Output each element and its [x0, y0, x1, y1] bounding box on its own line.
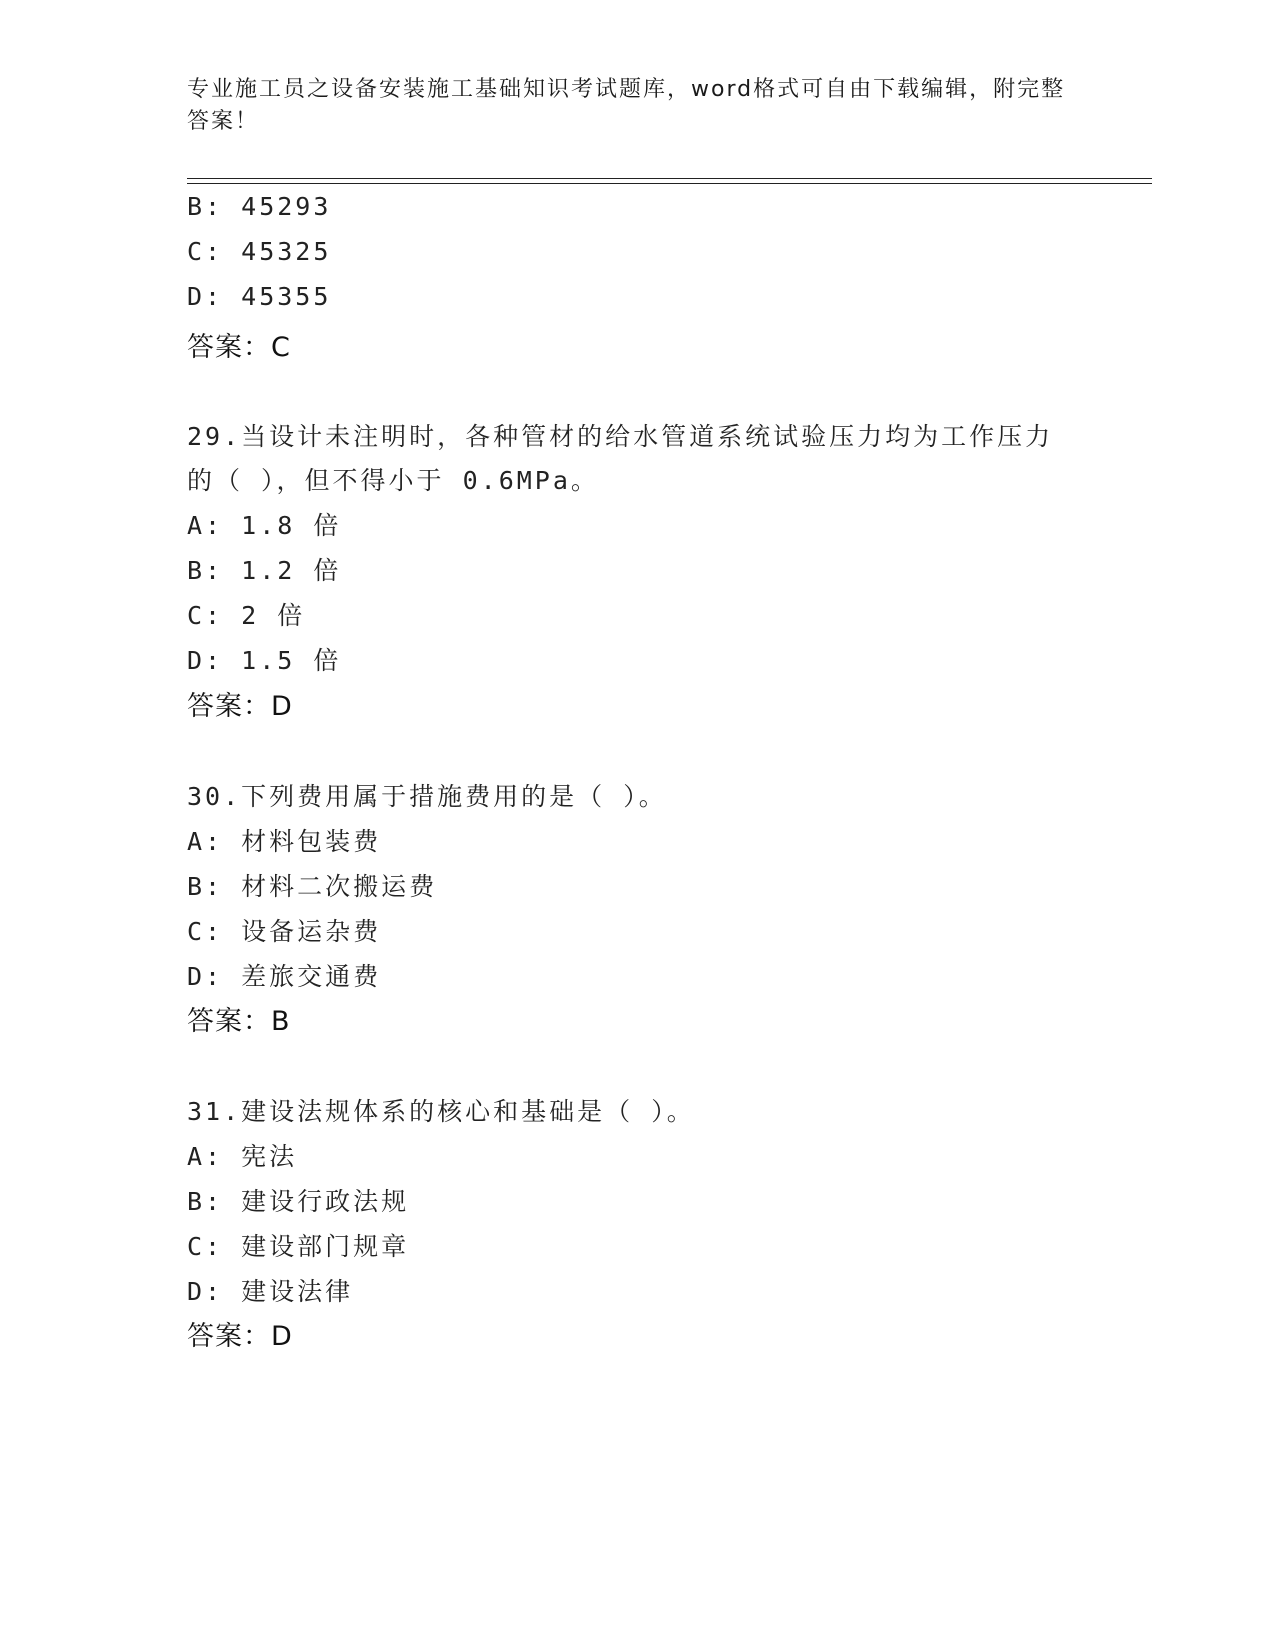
question-stem: 29.当设计未注明时，各种管材的给水管道系统试验压力均为工作压力 — [187, 422, 1054, 451]
header-divider-bottom — [187, 183, 1152, 184]
question-stem: 30.下列费用属于措施费用的是（ ）。 — [187, 782, 667, 811]
option-c: C: 建设部门规章 — [187, 1232, 410, 1261]
option-a: A: 材料包装费 — [187, 827, 382, 856]
option-a: A: 1.8 倍 — [187, 511, 342, 540]
question-stem-continued: 的（ ），但不得小于 0.6MPa。 — [187, 466, 599, 495]
answer-line: 答案：C — [187, 332, 291, 363]
option-d: D: 建设法律 — [187, 1277, 354, 1306]
option-b: B: 材料二次搬运费 — [187, 872, 438, 901]
option-d: D: 差旅交通费 — [187, 962, 382, 991]
option-c: C: 45325 — [187, 237, 332, 266]
header-divider-top — [187, 178, 1152, 179]
option-b: B: 45293 — [187, 192, 332, 221]
question-stem: 31.建设法规体系的核心和基础是（ ）。 — [187, 1097, 695, 1126]
answer-line: 答案：D — [187, 1321, 293, 1352]
document-header: 专业施工员之设备安装施工基础知识考试题库，word格式可自由下载编辑，附完整答案！ — [187, 77, 1066, 134]
option-a: A: 宪法 — [187, 1142, 298, 1171]
answer-line: 答案：B — [187, 1006, 291, 1037]
answer-line: 答案：D — [187, 691, 293, 722]
option-d: D: 45355 — [187, 282, 332, 311]
option-c: C: 设备运杂费 — [187, 917, 382, 946]
option-b: B: 1.2 倍 — [187, 556, 342, 585]
option-d: D: 1.5 倍 — [187, 646, 342, 675]
option-b: B: 建设行政法规 — [187, 1187, 410, 1216]
option-c: C: 2 倍 — [187, 601, 306, 630]
